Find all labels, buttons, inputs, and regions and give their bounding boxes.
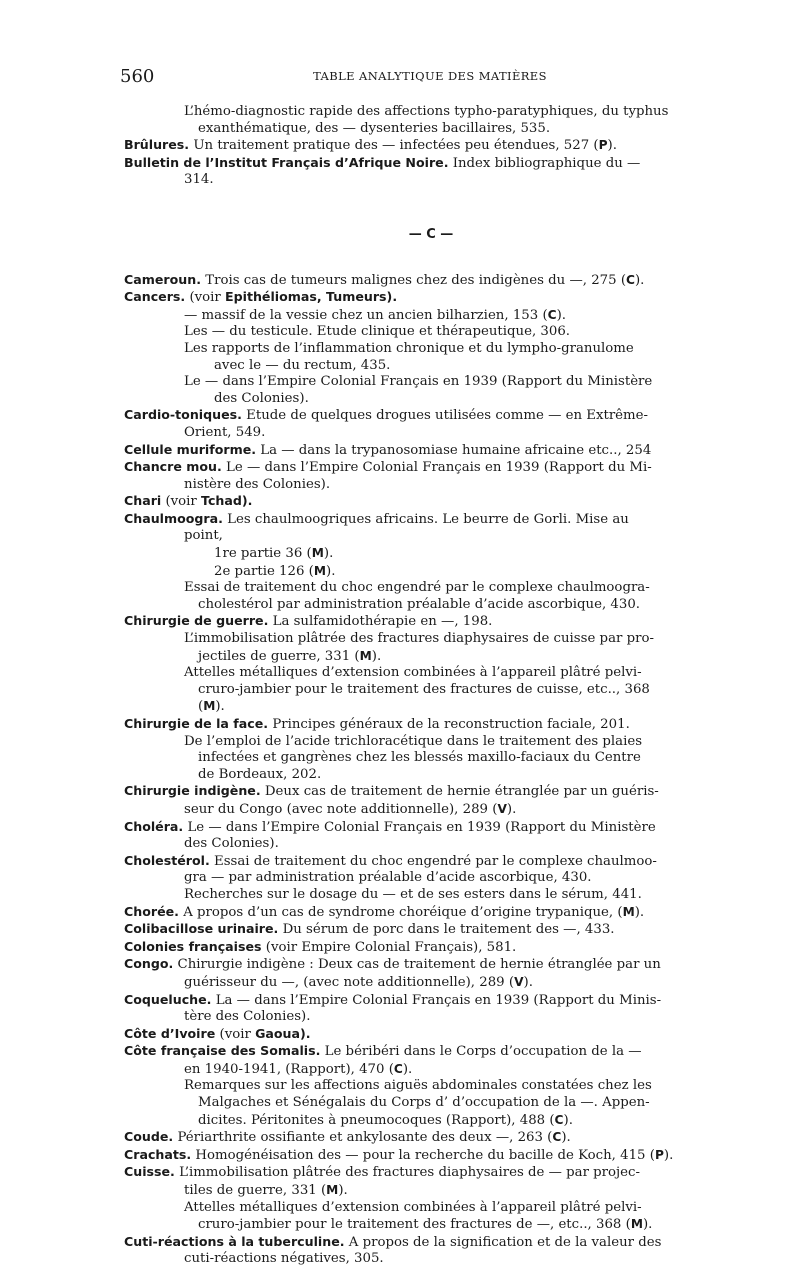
index-line: guérisseur du —, (avec note additionnelle), 289 (V). [184,974,533,990]
entry-keyword: Choléra. [124,818,184,834]
entry-coqueluche: Coqueluche. La — dans l’Empire Colonial Français en 1939 (Rapport du Minis- [124,991,662,1008]
entry-keyword: Brûlures. [124,137,190,153]
entry-keyword: Cancers. [124,289,186,305]
entry-cuisse: Cuisse. L’immobilisation plâtrée des fractures diaphysaires de — par projec- [124,1164,640,1181]
entry-keyword: Cardio-toniques. [124,407,242,423]
index-line: de Bordeaux, 202. [198,766,322,782]
index-line: gra — par administration préalable d’acide ascorbique, 430. [184,870,592,886]
entry-chirurgie-guerre: Chirurgie de guerre. La sulfamidothérapie en —, 198. [124,613,493,630]
entry-cancers: Cancers. (voir Epithéliomas, Tumeurs). [124,289,398,306]
entry-cholesterol: Cholestérol. Essai de traitement du choc engendré par le complexe chaulmoo- [124,852,657,869]
entry-keyword: Coude. [124,1129,174,1145]
entry-keyword: Coqueluche. [124,991,212,1007]
index-line: (M). [198,699,225,715]
ref-letter: M [622,904,635,919]
ref-letter: C [547,307,557,322]
index-line: Orient, 549. [184,424,266,440]
entry-colonies: Colonies françaises (voir Empire Colonial Français), 581. [124,938,517,955]
index-line: De l’emploi de l’acide trichloracétique dans le traitement des plaies [184,733,643,749]
index-line: seur du Congo (avec note additionnelle), 289 (V). [184,801,517,817]
index-line: des Colonies). [184,836,279,852]
entry-coude: Coude. Périarthrite ossifiante et ankylosante des deux —, 263 (C). [124,1129,571,1146]
entry-somalis: Côte française des Somalis. Le béribéri dans le Corps d’occupation de la — [124,1043,642,1060]
ref-letter: P [654,1147,664,1162]
index-line: cruro-jambier pour le traitement des fractures de cuisse, etc.., 368 [198,681,650,697]
index-line: des Colonies). [214,390,309,406]
index-line: en 1940-1941, (Rapport), 470 (C). [184,1061,413,1077]
index-line: 2e partie 126 (M). [214,563,336,579]
entry-cote-ivoire: Côte d’Ivoire (voir Gaoua). [124,1025,311,1042]
entry-chaulmoogra: Chaulmoogra. Les chaulmoogriques africains. Le beurre de Gorli. Mise au [124,510,629,527]
entry-keyword: Chirurgie indigène. [124,783,261,799]
index-line: Les — du testicule. Etude clinique et thérapeutique, 306. [184,324,570,340]
entry-bulletin: Bulletin de l’Institut Français d’Afrique Noire. Index bibliographique du — [124,154,641,171]
ref-letter: C [554,1112,564,1127]
entry-keyword: Colonies françaises [124,938,262,954]
entry-cholera: Choléra. Le — dans l’Empire Colonial Français en 1939 (Rapport du Ministère [124,818,656,835]
entry-keyword: Crachats. [124,1146,192,1162]
ref-letter: M [326,1183,339,1198]
entry-colibacillose: Colibacillose urinaire. Du sérum de porc dans le traitement des —, 433. [124,921,615,938]
index-line: L’immobilisation plâtrée des fractures diaphysaires de cuisse par pro- [184,631,654,647]
ref-letter: M [313,563,326,578]
entry-cuti-reactions: Cuti-réactions à la tuberculine. A propos de la signification et de la valeur des [124,1233,662,1250]
running-title: TABLE ANALYTIQUE DES MATIÈRES [313,69,547,83]
entry-keyword: Côte d’Ivoire [124,1025,216,1041]
ref-letter: V [497,801,507,816]
index-line: tiles de guerre, 331 (M). [184,1183,348,1199]
index-line: 1re partie 36 (M). [214,546,334,562]
entry-keyword: Cholestérol. [124,852,210,868]
entry-chirurgie-indigene: Chirurgie indigène. Deux cas de traitement de hernie étranglée par un guéris- [124,783,659,800]
index-line: cruro-jambier pour le traitement des fractures de —, etc.., 368 (M). [198,1217,653,1233]
entry-keyword: Chirurgie de la face. [124,716,269,731]
cross-ref: Gaoua). [255,1025,311,1041]
ref-letter: M [359,648,372,663]
cross-ref: Tchad). [201,493,253,509]
entry-keyword: Chorée. [124,903,179,919]
entry-keyword: Chirurgie de guerre. [124,613,269,629]
ref-letter: M [630,1217,643,1232]
ref-letter: V [514,974,524,989]
entry-cellule: Cellule muriforme. La — dans la trypanosomiase humaine africaine etc.., 254 [124,441,652,458]
index-line: Les rapports de l’inflammation chronique et du lympho-granulome [184,340,634,356]
entry-keyword: Colibacillose urinaire. [124,921,279,937]
entry-crachats: Crachats. Homogénéisation des — pour la recherche du bacille de Koch, 415 (P). [124,1146,674,1163]
index-line: exanthématique, des — dysenteries bacillaires, 535. [198,120,551,136]
index-body [124,104,738,1268]
entry-chirurgie-face: Chirurgie de la face. Principes généraux de la reconstruction faciale, 201. [124,716,630,732]
entry-keyword: Cameroun. [124,271,201,287]
page-header [120,66,740,86]
index-line: cholestérol par administration préalable d’acide ascorbique, 430. [198,596,641,612]
index-line: L’hémo-diagnostic rapide des affections typho-paratyphiques, du typhus [184,104,669,119]
entry-keyword: Cuisse. [124,1164,175,1180]
index-line: tère des Colonies). [184,1009,311,1025]
page-number: 560 [120,66,155,87]
entry-keyword: Cellule muriforme. [124,441,257,457]
index-line: infectées et gangrènes chez les blessés maxillo-faciaux du Centre [198,750,641,766]
cross-ref: Epithéliomas, Tumeurs). [225,289,398,305]
ref-letter: P [598,138,608,153]
index-line: Remarques sur les affections aiguës abdominales constatées chez les [184,1078,652,1094]
ref-letter: C [393,1061,403,1076]
index-line: 314. [184,172,214,188]
entry-keyword: Chaulmoogra. [124,510,223,526]
entry-keyword: Bulletin de l’Institut Français d’Afrique Noire. [124,154,449,170]
index-line: avec le — du rectum, 435. [214,357,391,373]
entry-brulures: Brûlures. Un traitement pratique des — infectées peu étendues, 527 (P). [124,137,617,154]
entry-cameroun: Cameroun. Trois cas de tumeurs malignes chez des indigènes du —, 275 (C). [124,271,645,288]
ref-letter: M [203,699,216,714]
index-line: Essai de traitement du choc engendré par le complexe chaulmoogra- [184,580,650,596]
entry-keyword: Chari [124,493,162,509]
index-line: Attelles métalliques d’extension combinées à l’appareil plâtré pelvi- [184,665,642,681]
section-letter: — C — [408,226,454,242]
index-line: Recherches sur le dosage du — et de ses esters dans le sérum, 441. [184,886,642,902]
index-line: point, [184,528,223,544]
index-line: nistère des Colonies). [184,476,331,492]
entry-congo: Congo. Chirurgie indigène : Deux cas de traitement de hernie étranglée par un [124,956,661,973]
ref-letter: C [626,272,635,287]
index-line: Attelles métalliques d’extension combinées à l’appareil plâtré pelvi- [184,1199,642,1215]
entry-cardio: Cardio-toniques. Etude de quelques drogues utilisées comme — en Extrême- [124,407,649,424]
index-line: jectiles de guerre, 331 (M). [198,648,382,664]
entry-chancre: Chancre mou. Le — dans l’Empire Colonial Français en 1939 (Rapport du Mi- [124,459,652,476]
index-line: Le — dans l’Empire Colonial Français en 1939 (Rapport du Ministère [184,374,653,390]
entry-keyword: Chancre mou. [124,459,222,475]
entry-keyword: Cuti-réactions à la tuberculine. [124,1233,345,1249]
ref-letter: C [552,1130,562,1145]
index-line: dicites. Péritonites à pneumocoques (Rapport), 488 (C). [198,1112,573,1128]
entry-keyword: Congo. [124,956,174,972]
entry-chari: Chari (voir Tchad). [124,493,253,510]
entry-choree: Chorée. A propos d’un cas de syndrome choréique d’origine trypanique, (M). [124,903,645,920]
index-line: Malgaches et Sénégalais du Corps d’ d’occupation de la —. Appen- [198,1095,650,1111]
index-line: — massif de la vessie chez un ancien bilharzien, 153 (C). [184,307,567,323]
entry-keyword: Côte française des Somalis. [124,1043,321,1059]
index-line: cuti-réactions négatives, 305. [184,1251,384,1267]
ref-letter: M [311,546,324,561]
